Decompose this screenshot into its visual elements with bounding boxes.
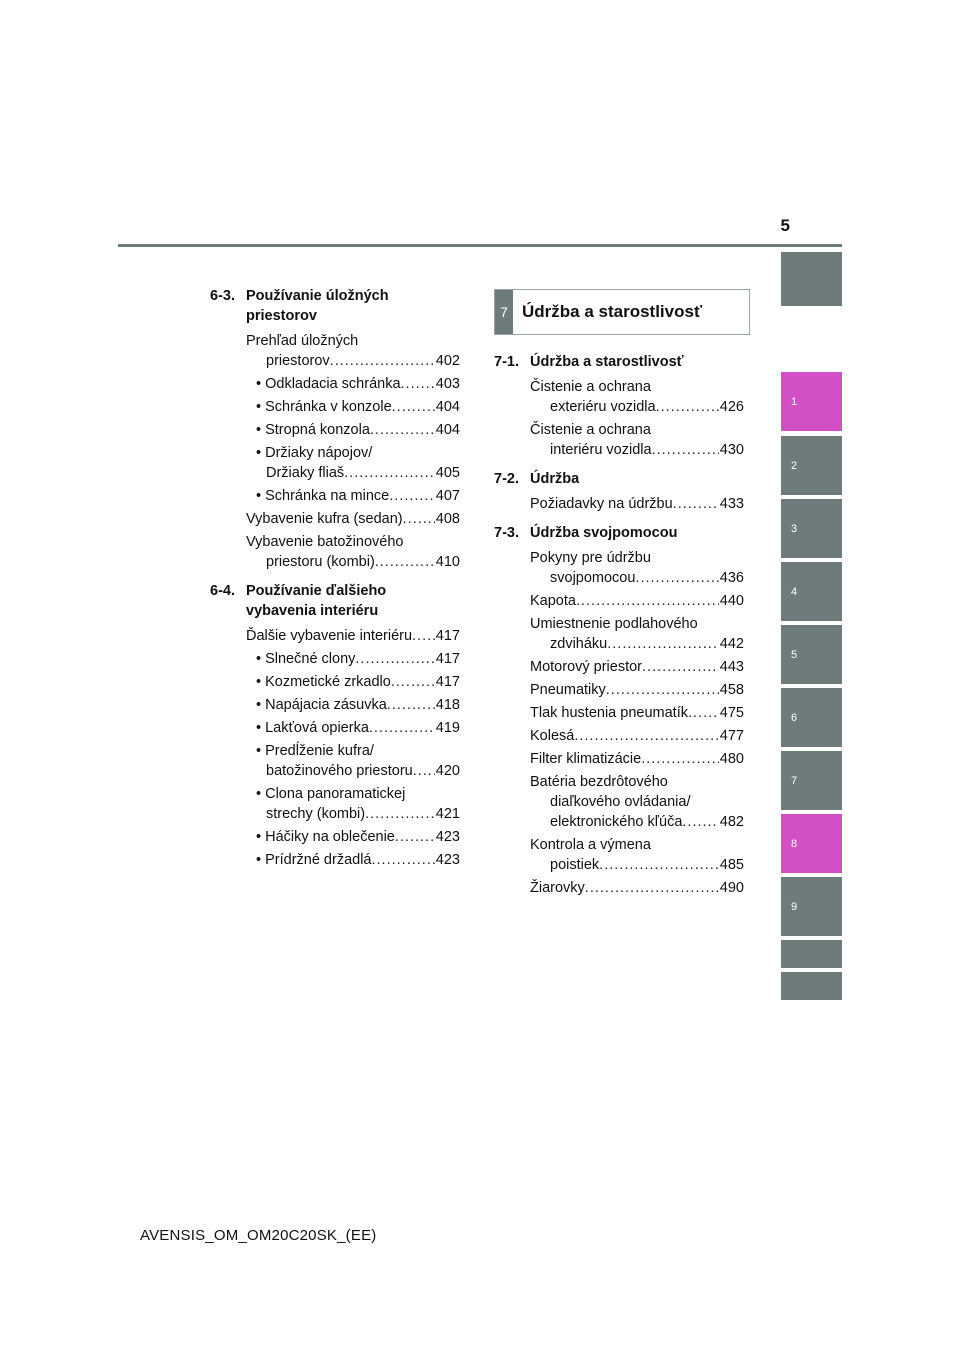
toc-entry-text: • Držiaky nápojov/ <box>256 445 373 461</box>
toc-entry-text: Pneumatiky <box>530 682 606 698</box>
dot-leader <box>392 397 435 417</box>
dot-leader <box>344 463 435 483</box>
toc-page-number: 404 <box>435 399 460 415</box>
toc-entry[interactable] <box>494 703 744 723</box>
toc-entry-text: Kolesá <box>530 728 575 744</box>
chapter-tab[interactable] <box>781 252 842 306</box>
dot-leader <box>370 420 435 440</box>
toc-entry-text: svojpomocou <box>550 570 636 586</box>
toc-left-column <box>210 286 460 873</box>
section-title: Údržba svojpomocou <box>530 525 678 541</box>
chapter-tab-2[interactable]: 2 <box>781 436 842 495</box>
dot-leader <box>688 703 719 723</box>
toc-entry[interactable] <box>210 784 460 824</box>
toc-entry-text: Žiarovky <box>530 880 585 896</box>
toc-entry-text: Požiadavky na údržbu <box>530 496 673 512</box>
dot-leader <box>682 812 718 832</box>
chapter-tab[interactable] <box>781 940 842 968</box>
toc-page-number: 419 <box>435 720 460 736</box>
toc-entry[interactable] <box>494 835 744 875</box>
toc-page-number: 417 <box>435 674 460 690</box>
toc-page-number: 443 <box>719 659 744 675</box>
toc-entry[interactable] <box>494 749 744 769</box>
toc-entry[interactable] <box>494 548 744 588</box>
toc-entry[interactable] <box>494 772 744 832</box>
toc-entry[interactable] <box>210 374 460 394</box>
toc-entry-text: • Predĺženie kufra/ <box>256 743 374 759</box>
toc-page-number: 423 <box>435 829 460 845</box>
dot-leader <box>330 351 435 371</box>
toc-entry[interactable] <box>210 509 460 529</box>
toc-entry-text: • Odkladacia schránka <box>256 376 401 392</box>
chapter-tab-7[interactable]: 7 <box>781 751 842 810</box>
toc-entry-text: Ďalšie vybavenie interiéru <box>246 628 413 644</box>
dot-leader <box>413 761 435 781</box>
toc-entry[interactable] <box>210 649 460 669</box>
toc-page-number: 407 <box>435 488 460 504</box>
toc-section-6-4[interactable] <box>210 581 460 621</box>
toc-page-number: 421 <box>435 806 460 822</box>
toc-entry[interactable] <box>494 377 744 417</box>
toc-entry-text: Čistenie a ochrana <box>530 379 651 395</box>
toc-entry[interactable] <box>210 532 460 572</box>
toc-entry-text: Tlak hustenia pneumatík <box>530 705 688 721</box>
dot-leader <box>641 749 719 769</box>
toc-page-number: 402 <box>435 353 460 369</box>
chapter-tab-3[interactable]: 3 <box>781 499 842 558</box>
toc-entry[interactable] <box>494 726 744 746</box>
chapter-tab-1[interactable]: 1 <box>781 372 842 431</box>
dot-leader <box>656 397 719 417</box>
toc-entry-text: • Stropná konzola <box>256 422 370 438</box>
toc-page-number: 482 <box>719 814 744 830</box>
section-number: 7-1. <box>494 354 519 370</box>
dot-leader <box>395 827 435 847</box>
dot-leader <box>403 509 435 529</box>
toc-entry[interactable] <box>210 420 460 440</box>
toc-page-number: 423 <box>435 852 460 868</box>
toc-section-7-2[interactable] <box>494 469 744 489</box>
toc-entry-text: Umiestnenie podlahového <box>530 616 698 632</box>
toc-entry-text: • Schránka na mince <box>256 488 390 504</box>
document-footer: AVENSIS_OM_OM20C20SK_(EE) <box>140 1227 377 1244</box>
toc-entries-6-4 <box>210 626 460 870</box>
toc-page-number: 417 <box>435 628 460 644</box>
toc-page-number: 426 <box>719 399 744 415</box>
toc-entry-text: Prehľad úložných <box>246 333 359 349</box>
toc-entry-text: priestorov <box>266 353 330 369</box>
toc-page-number: 442 <box>719 636 744 652</box>
section-title: Údržba a starostlivosť <box>530 354 684 370</box>
toc-entry-text: • Slnečné clony <box>256 651 356 667</box>
chapter-tab[interactable] <box>781 972 842 1000</box>
toc-page-number: 458 <box>719 682 744 698</box>
toc-entry[interactable] <box>210 626 460 646</box>
toc-entry-text: • Lakťová opierka <box>256 720 369 736</box>
toc-entry-text: Filter klimatizácie <box>530 751 642 767</box>
section-number: 7-3. <box>494 525 519 541</box>
dot-leader <box>412 626 435 646</box>
toc-entry-text: • Prídržné držadlá <box>256 852 372 868</box>
toc-entry-text: Motorový priestor <box>530 659 643 675</box>
toc-page-number: 404 <box>435 422 460 438</box>
toc-entry[interactable] <box>210 695 460 715</box>
toc-entry[interactable] <box>210 486 460 506</box>
header-rule <box>118 244 842 247</box>
toc-section-7-3[interactable] <box>494 523 744 543</box>
chapter-tab-5[interactable]: 5 <box>781 625 842 684</box>
toc-entry[interactable] <box>494 657 744 677</box>
toc-page-number: 420 <box>435 763 460 779</box>
toc-entry[interactable] <box>494 878 744 898</box>
toc-entry-text: Kontrola a výmena <box>530 837 651 853</box>
toc-entry-text: zdviháku <box>550 636 608 652</box>
toc-section-6-3[interactable] <box>210 286 460 326</box>
dot-leader <box>576 591 719 611</box>
dot-leader <box>642 657 719 677</box>
toc-entry[interactable] <box>210 443 460 483</box>
chapter-number: 7 <box>495 290 513 334</box>
dot-leader <box>606 680 719 700</box>
toc-page-number: 480 <box>719 751 744 767</box>
dot-leader <box>389 486 435 506</box>
toc-entry-text: exteriéru vozidla <box>550 399 656 415</box>
toc-entry-text: Pokyny pre údržbu <box>530 550 651 566</box>
section-title: Údržba <box>530 471 580 487</box>
section-title: Používanie úložných priestorov <box>246 288 389 324</box>
toc-entry[interactable] <box>494 420 744 460</box>
chapter-title: Údržba a starostlivosť <box>522 302 703 321</box>
section-number: 7-2. <box>494 471 519 487</box>
dot-leader <box>355 649 434 669</box>
dot-leader <box>391 672 435 692</box>
toc-page-number: 440 <box>719 593 744 609</box>
toc-entry-text: elektronického kľúča <box>550 814 683 830</box>
toc-entry[interactable] <box>210 741 460 781</box>
toc-entry[interactable] <box>210 331 460 371</box>
toc-page-number: 477 <box>719 728 744 744</box>
toc-entry-text: • Háčiky na oblečenie <box>256 829 395 845</box>
toc-entry-text: diaľkového ovládania/ <box>550 794 691 810</box>
toc-page-number: 410 <box>435 554 460 570</box>
dot-leader <box>607 634 719 654</box>
toc-entry[interactable] <box>210 672 460 692</box>
toc-entry[interactable] <box>210 827 460 847</box>
toc-entry[interactable] <box>494 614 744 654</box>
dot-leader <box>372 850 435 870</box>
toc-entry-text: interiéru vozidla <box>550 442 652 458</box>
toc-page-number: 403 <box>435 376 460 392</box>
toc-page-number: 475 <box>719 705 744 721</box>
toc-page-number: 418 <box>435 697 460 713</box>
toc-entry-text: • Napájacia zásuvka <box>256 697 387 713</box>
section-number: 6-3. <box>210 288 235 304</box>
dot-leader <box>375 552 435 572</box>
toc-entries-7-2 <box>494 494 744 514</box>
toc-entry[interactable] <box>210 718 460 738</box>
chapter-tab-4[interactable]: 4 <box>781 562 842 621</box>
chapter-tab-8[interactable]: 8 <box>781 814 842 873</box>
toc-entry-text: • Clona panoramatickej <box>256 786 406 802</box>
dot-leader <box>369 718 435 738</box>
section-number: 6-4. <box>210 583 235 599</box>
toc-entry[interactable] <box>494 494 744 514</box>
toc-entries-7-3 <box>494 548 744 898</box>
dot-leader <box>673 494 719 514</box>
dot-leader <box>387 695 435 715</box>
toc-section-7-1[interactable] <box>494 352 744 372</box>
dot-leader <box>365 804 435 824</box>
dot-leader <box>401 374 435 394</box>
toc-entries-6-3 <box>210 331 460 572</box>
toc-page-number: 408 <box>435 511 460 527</box>
toc-entry-text: Kapota <box>530 593 576 609</box>
toc-page-number: 490 <box>719 880 744 896</box>
toc-entry[interactable] <box>494 680 744 700</box>
toc-entry-text: priestoru (kombi) <box>266 554 375 570</box>
page-number: 5 <box>780 216 790 235</box>
dot-leader <box>574 726 718 746</box>
toc-entry-text: • Schránka v konzole <box>256 399 392 415</box>
toc-entry-text: poistiek <box>550 857 600 873</box>
toc-right-column <box>494 352 744 901</box>
toc-page-number: 405 <box>435 465 460 481</box>
dot-leader <box>635 568 718 588</box>
toc-entry[interactable] <box>210 397 460 417</box>
toc-page-number: 436 <box>719 570 744 586</box>
section-title: Používanie ďalšieho vybavenia interiéru <box>246 583 387 619</box>
toc-entry-text: Držiaky fliaš <box>266 465 345 481</box>
toc-entry-text: strechy (kombi) <box>266 806 366 822</box>
chapter-header <box>494 289 750 335</box>
toc-entry-text: Vybavenie batožinového <box>246 534 404 550</box>
toc-entry-text: Čistenie a ochrana <box>530 422 651 438</box>
toc-page-number: 485 <box>719 857 744 873</box>
toc-entry-text: Batéria bezdrôtového <box>530 774 668 790</box>
chapter-tab-9[interactable]: 9 <box>781 877 842 936</box>
toc-entry-text: batožinového priestoru <box>266 763 413 779</box>
toc-entry[interactable] <box>210 850 460 870</box>
toc-entry-text: Vybavenie kufra (sedan) <box>246 511 403 527</box>
toc-page-number: 417 <box>435 651 460 667</box>
toc-entry[interactable] <box>494 591 744 611</box>
toc-entries-7-1 <box>494 377 744 460</box>
dot-leader <box>599 855 719 875</box>
toc-page-number: 433 <box>719 496 744 512</box>
chapter-tab-6[interactable]: 6 <box>781 688 842 747</box>
dot-leader <box>652 440 719 460</box>
toc-entry-text: • Kozmetické zrkadlo <box>256 674 391 690</box>
toc-page-number: 430 <box>719 442 744 458</box>
dot-leader <box>585 878 719 898</box>
